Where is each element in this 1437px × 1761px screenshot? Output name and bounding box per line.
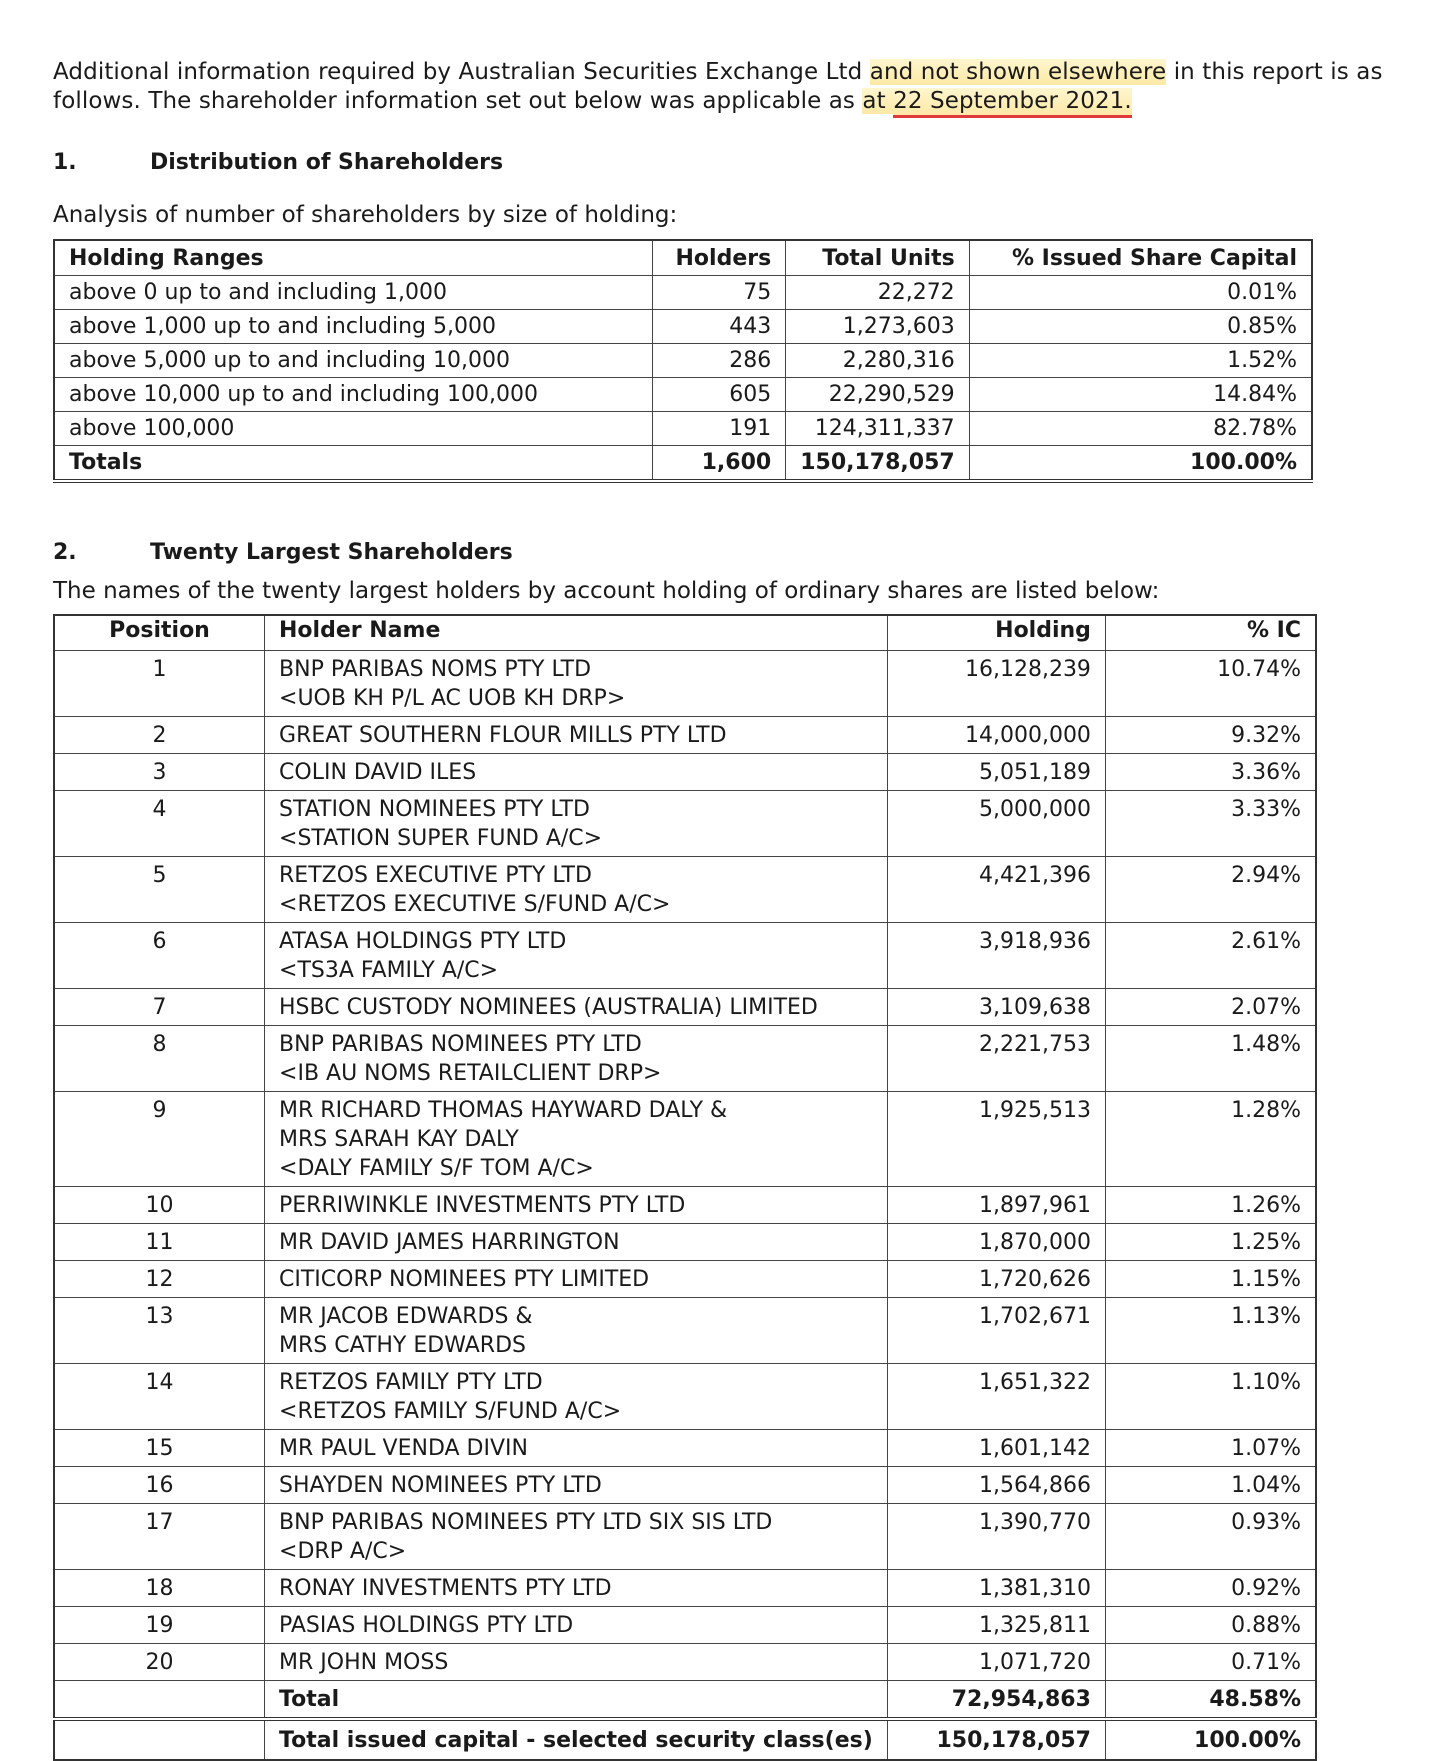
table-row bbox=[54, 1261, 1316, 1298]
cell-holder-name bbox=[265, 1224, 888, 1261]
cell-pct: 3.36% bbox=[1105, 754, 1316, 791]
holder-name-line: RETZOS EXECUTIVE PTY LTD bbox=[279, 863, 592, 888]
total-blank bbox=[54, 1681, 265, 1720]
holder-name-line: <RETZOS EXECUTIVE S/FUND A/C> bbox=[279, 892, 671, 917]
intro-paragraph bbox=[53, 58, 1393, 116]
holder-name-line: RETZOS FAMILY PTY LTD bbox=[279, 1370, 543, 1395]
cell-holder-name bbox=[265, 989, 888, 1026]
cell-pct: 10.74% bbox=[1105, 651, 1316, 717]
cell-holding: 1,897,961 bbox=[887, 1187, 1105, 1224]
table-row bbox=[54, 651, 1316, 717]
cell-position: 5 bbox=[54, 857, 265, 923]
distribution-row bbox=[54, 378, 1312, 412]
cell-units: 2,280,316 bbox=[786, 344, 969, 378]
cell-position: 18 bbox=[54, 1570, 265, 1607]
cell-pct: 1.26% bbox=[1105, 1187, 1316, 1224]
cell-holding: 16,128,239 bbox=[887, 651, 1105, 717]
intro-text-3: follows. The shareholder information set out below was applicable as bbox=[53, 88, 863, 114]
holder-name-line: <DRP A/C> bbox=[279, 1539, 407, 1564]
intro-highlight-2: at bbox=[862, 88, 894, 114]
holder-name-line: MR PAUL VENDA DIVIN bbox=[279, 1436, 528, 1461]
cell-position: 10 bbox=[54, 1187, 265, 1224]
issued-capital-row bbox=[54, 1719, 1316, 1760]
cell-position: 17 bbox=[54, 1504, 265, 1570]
cell-holder-name bbox=[265, 1467, 888, 1504]
cell-pct: 9.32% bbox=[1105, 717, 1316, 754]
section-1-heading bbox=[53, 150, 503, 175]
holder-name-line: RONAY INVESTMENTS PTY LTD bbox=[279, 1576, 612, 1601]
cell-pct: 1.04% bbox=[1105, 1467, 1316, 1504]
cell-position: 19 bbox=[54, 1607, 265, 1644]
table-row bbox=[54, 791, 1316, 857]
distribution-totals-row bbox=[54, 446, 1312, 482]
cell-position: 11 bbox=[54, 1224, 265, 1261]
cell-holding: 1,564,866 bbox=[887, 1467, 1105, 1504]
cell-holding: 1,381,310 bbox=[887, 1570, 1105, 1607]
top-20-total-row bbox=[54, 1681, 1316, 1720]
cell-range: above 100,000 bbox=[54, 412, 653, 446]
table-row bbox=[54, 1092, 1316, 1187]
col-position: Position bbox=[54, 615, 265, 651]
cell-position: 6 bbox=[54, 923, 265, 989]
intro-highlight: and not shown elsewhere bbox=[869, 59, 1167, 85]
table-row bbox=[54, 1187, 1316, 1224]
cell-holder-name bbox=[265, 1570, 888, 1607]
cell-holding: 3,918,936 bbox=[887, 923, 1105, 989]
distribution-row bbox=[54, 310, 1312, 344]
section-2-description: The names of the twenty largest holders by account holding of ordinary shares are listed below: bbox=[53, 578, 1160, 604]
cell-holding: 1,325,811 bbox=[887, 1607, 1105, 1644]
col-holding-ranges: Holding Ranges bbox=[54, 240, 653, 276]
cell-units: 1,273,603 bbox=[786, 310, 969, 344]
cell-holder-name bbox=[265, 1430, 888, 1467]
cell-holder-name bbox=[265, 1364, 888, 1430]
cell-holder-name bbox=[265, 1298, 888, 1364]
holder-name-line: HSBC CUSTODY NOMINEES (AUSTRALIA) LIMITED bbox=[279, 995, 818, 1020]
cell-holding: 3,109,638 bbox=[887, 989, 1105, 1026]
total-pct: 48.58% bbox=[1105, 1681, 1316, 1720]
holder-name-line: MR JOHN MOSS bbox=[279, 1650, 449, 1675]
cell-range: above 0 up to and including 1,000 bbox=[54, 276, 653, 310]
table-row bbox=[54, 1607, 1316, 1644]
grand-blank bbox=[54, 1719, 265, 1760]
totals-units: 150,178,057 bbox=[786, 446, 969, 482]
total-label: Total bbox=[265, 1681, 888, 1720]
table-row bbox=[54, 1298, 1316, 1364]
cell-holding: 14,000,000 bbox=[887, 717, 1105, 754]
distribution-row bbox=[54, 344, 1312, 378]
cell-position: 3 bbox=[54, 754, 265, 791]
cell-holder-name bbox=[265, 1261, 888, 1298]
cell-holder-name bbox=[265, 1187, 888, 1224]
col-holding: Holding bbox=[887, 615, 1105, 651]
cell-holder-name bbox=[265, 1644, 888, 1681]
cell-position: 9 bbox=[54, 1092, 265, 1187]
holder-name-line: PASIAS HOLDINGS PTY LTD bbox=[279, 1613, 574, 1638]
cell-holding: 1,870,000 bbox=[887, 1224, 1105, 1261]
cell-pct: 1.15% bbox=[1105, 1261, 1316, 1298]
cell-holders: 286 bbox=[653, 344, 786, 378]
grand-holding: 150,178,057 bbox=[887, 1719, 1105, 1760]
cell-pct: 1.07% bbox=[1105, 1430, 1316, 1467]
top-20-header-row bbox=[54, 615, 1316, 651]
table-row bbox=[54, 1504, 1316, 1570]
cell-holders: 191 bbox=[653, 412, 786, 446]
holder-name-line: <IB AU NOMS RETAILCLIENT DRP> bbox=[279, 1061, 662, 1086]
holder-name-line: MRS SARAH KAY DALY bbox=[279, 1127, 519, 1152]
table-row bbox=[54, 923, 1316, 989]
cell-units: 124,311,337 bbox=[786, 412, 969, 446]
section-1-number: 1. bbox=[53, 150, 77, 175]
cell-position: 12 bbox=[54, 1261, 265, 1298]
cell-holding: 1,071,720 bbox=[887, 1644, 1105, 1681]
cell-pct: 2.61% bbox=[1105, 923, 1316, 989]
cell-holding: 1,601,142 bbox=[887, 1430, 1105, 1467]
cell-range: above 1,000 up to and including 5,000 bbox=[54, 310, 653, 344]
totals-pct: 100.00% bbox=[969, 446, 1312, 482]
table-row bbox=[54, 717, 1316, 754]
col-pct-ic: % IC bbox=[1105, 615, 1316, 651]
cell-holder-name bbox=[265, 1607, 888, 1644]
cell-pct: 1.52% bbox=[969, 344, 1312, 378]
holder-name-line: MRS CATHY EDWARDS bbox=[279, 1333, 526, 1358]
cell-holding: 1,390,770 bbox=[887, 1504, 1105, 1570]
grand-label: Total issued capital - selected security class(es) bbox=[265, 1719, 888, 1760]
table-row bbox=[54, 1364, 1316, 1430]
cell-holding: 5,051,189 bbox=[887, 754, 1105, 791]
cell-position: 4 bbox=[54, 791, 265, 857]
col-holder-name: Holder Name bbox=[265, 615, 888, 651]
table-row bbox=[54, 754, 1316, 791]
cell-holder-name bbox=[265, 857, 888, 923]
holder-name-line: <DALY FAMILY S/F TOM A/C> bbox=[279, 1156, 594, 1181]
top-20-table bbox=[53, 614, 1317, 1761]
cell-position: 7 bbox=[54, 989, 265, 1026]
cell-holding: 1,702,671 bbox=[887, 1298, 1105, 1364]
table-row bbox=[54, 989, 1316, 1026]
col-pct-issued: % Issued Share Capital bbox=[969, 240, 1312, 276]
cell-holder-name bbox=[265, 651, 888, 717]
distribution-row bbox=[54, 276, 1312, 310]
intro-text-1: Additional information required by Australian Securities Exchange Ltd bbox=[53, 59, 870, 85]
table-row bbox=[54, 1570, 1316, 1607]
cell-holding: 1,651,322 bbox=[887, 1364, 1105, 1430]
totals-label: Totals bbox=[54, 446, 653, 482]
cell-holder-name bbox=[265, 754, 888, 791]
holder-name-line: BNP PARIBAS NOMINEES PTY LTD bbox=[279, 1032, 642, 1057]
cell-holding: 4,421,396 bbox=[887, 857, 1105, 923]
cell-pct: 82.78% bbox=[969, 412, 1312, 446]
section-2-heading bbox=[53, 540, 513, 565]
table-row bbox=[54, 857, 1316, 923]
intro-date: 22 September 2021. bbox=[893, 88, 1132, 118]
cell-units: 22,272 bbox=[786, 276, 969, 310]
cell-pct: 3.33% bbox=[1105, 791, 1316, 857]
cell-pct: 0.92% bbox=[1105, 1570, 1316, 1607]
holder-name-line: BNP PARIBAS NOMS PTY LTD bbox=[279, 657, 592, 682]
cell-pct: 0.71% bbox=[1105, 1644, 1316, 1681]
cell-pct: 1.48% bbox=[1105, 1026, 1316, 1092]
cell-pct: 1.10% bbox=[1105, 1364, 1316, 1430]
distribution-row bbox=[54, 412, 1312, 446]
cell-position: 8 bbox=[54, 1026, 265, 1092]
cell-pct: 14.84% bbox=[969, 378, 1312, 412]
cell-position: 16 bbox=[54, 1467, 265, 1504]
cell-holding: 2,221,753 bbox=[887, 1026, 1105, 1092]
holder-name-line: ATASA HOLDINGS PTY LTD bbox=[279, 929, 567, 954]
cell-units: 22,290,529 bbox=[786, 378, 969, 412]
table-row bbox=[54, 1430, 1316, 1467]
cell-position: 14 bbox=[54, 1364, 265, 1430]
holder-name-line: <UOB KH P/L AC UOB KH DRP> bbox=[279, 686, 626, 711]
cell-position: 15 bbox=[54, 1430, 265, 1467]
grand-pct: 100.00% bbox=[1105, 1719, 1316, 1760]
table-row bbox=[54, 1224, 1316, 1261]
intro-text-2: in this report is as bbox=[1166, 59, 1383, 85]
totals-holders: 1,600 bbox=[653, 446, 786, 482]
cell-holder-name bbox=[265, 923, 888, 989]
cell-range: above 10,000 up to and including 100,000 bbox=[54, 378, 653, 412]
cell-holding: 5,000,000 bbox=[887, 791, 1105, 857]
holder-name-line: MR JACOB EDWARDS & bbox=[279, 1304, 533, 1329]
holder-name-line: COLIN DAVID ILES bbox=[279, 760, 477, 785]
cell-pct: 1.13% bbox=[1105, 1298, 1316, 1364]
holder-name-line: STATION NOMINEES PTY LTD bbox=[279, 797, 590, 822]
cell-holders: 443 bbox=[653, 310, 786, 344]
section-2-number: 2. bbox=[53, 540, 77, 565]
cell-holders: 75 bbox=[653, 276, 786, 310]
cell-position: 2 bbox=[54, 717, 265, 754]
section-1-description: Analysis of number of shareholders by size of holding: bbox=[53, 202, 678, 228]
cell-holding: 1,925,513 bbox=[887, 1092, 1105, 1187]
holder-name-line: PERRIWINKLE INVESTMENTS PTY LTD bbox=[279, 1193, 686, 1218]
cell-holders: 605 bbox=[653, 378, 786, 412]
holder-name-line: SHAYDEN NOMINEES PTY LTD bbox=[279, 1473, 602, 1498]
cell-position: 13 bbox=[54, 1298, 265, 1364]
holder-name-line: MR RICHARD THOMAS HAYWARD DALY & bbox=[279, 1098, 728, 1123]
holder-name-line: GREAT SOUTHERN FLOUR MILLS PTY LTD bbox=[279, 723, 727, 748]
table-row bbox=[54, 1026, 1316, 1092]
col-holders: Holders bbox=[653, 240, 786, 276]
cell-pct: 1.28% bbox=[1105, 1092, 1316, 1187]
holder-name-line: BNP PARIBAS NOMINEES PTY LTD SIX SIS LTD bbox=[279, 1510, 773, 1535]
cell-position: 1 bbox=[54, 651, 265, 717]
table-row bbox=[54, 1644, 1316, 1681]
cell-pct: 0.88% bbox=[1105, 1607, 1316, 1644]
distribution-header-row bbox=[54, 240, 1312, 276]
cell-holder-name bbox=[265, 1026, 888, 1092]
cell-holding: 1,720,626 bbox=[887, 1261, 1105, 1298]
cell-pct: 0.85% bbox=[969, 310, 1312, 344]
holder-name-line: <TS3A FAMILY A/C> bbox=[279, 958, 499, 983]
table-row bbox=[54, 1467, 1316, 1504]
cell-holder-name bbox=[265, 1092, 888, 1187]
cell-pct: 0.01% bbox=[969, 276, 1312, 310]
cell-pct: 1.25% bbox=[1105, 1224, 1316, 1261]
cell-pct: 2.07% bbox=[1105, 989, 1316, 1026]
cell-pct: 0.93% bbox=[1105, 1504, 1316, 1570]
total-holding: 72,954,863 bbox=[887, 1681, 1105, 1720]
section-1-title: Distribution of Shareholders bbox=[150, 150, 504, 175]
cell-position: 20 bbox=[54, 1644, 265, 1681]
cell-holder-name bbox=[265, 1504, 888, 1570]
cell-holder-name bbox=[265, 717, 888, 754]
cell-holder-name bbox=[265, 791, 888, 857]
holder-name-line: MR DAVID JAMES HARRINGTON bbox=[279, 1230, 620, 1255]
cell-range: above 5,000 up to and including 10,000 bbox=[54, 344, 653, 378]
distribution-table bbox=[53, 239, 1313, 483]
holder-name-line: <STATION SUPER FUND A/C> bbox=[279, 826, 603, 851]
col-total-units: Total Units bbox=[786, 240, 969, 276]
cell-pct: 2.94% bbox=[1105, 857, 1316, 923]
section-2-title: Twenty Largest Shareholders bbox=[150, 540, 513, 565]
holder-name-line: <RETZOS FAMILY S/FUND A/C> bbox=[279, 1399, 622, 1424]
holder-name-line: CITICORP NOMINEES PTY LIMITED bbox=[279, 1267, 650, 1292]
